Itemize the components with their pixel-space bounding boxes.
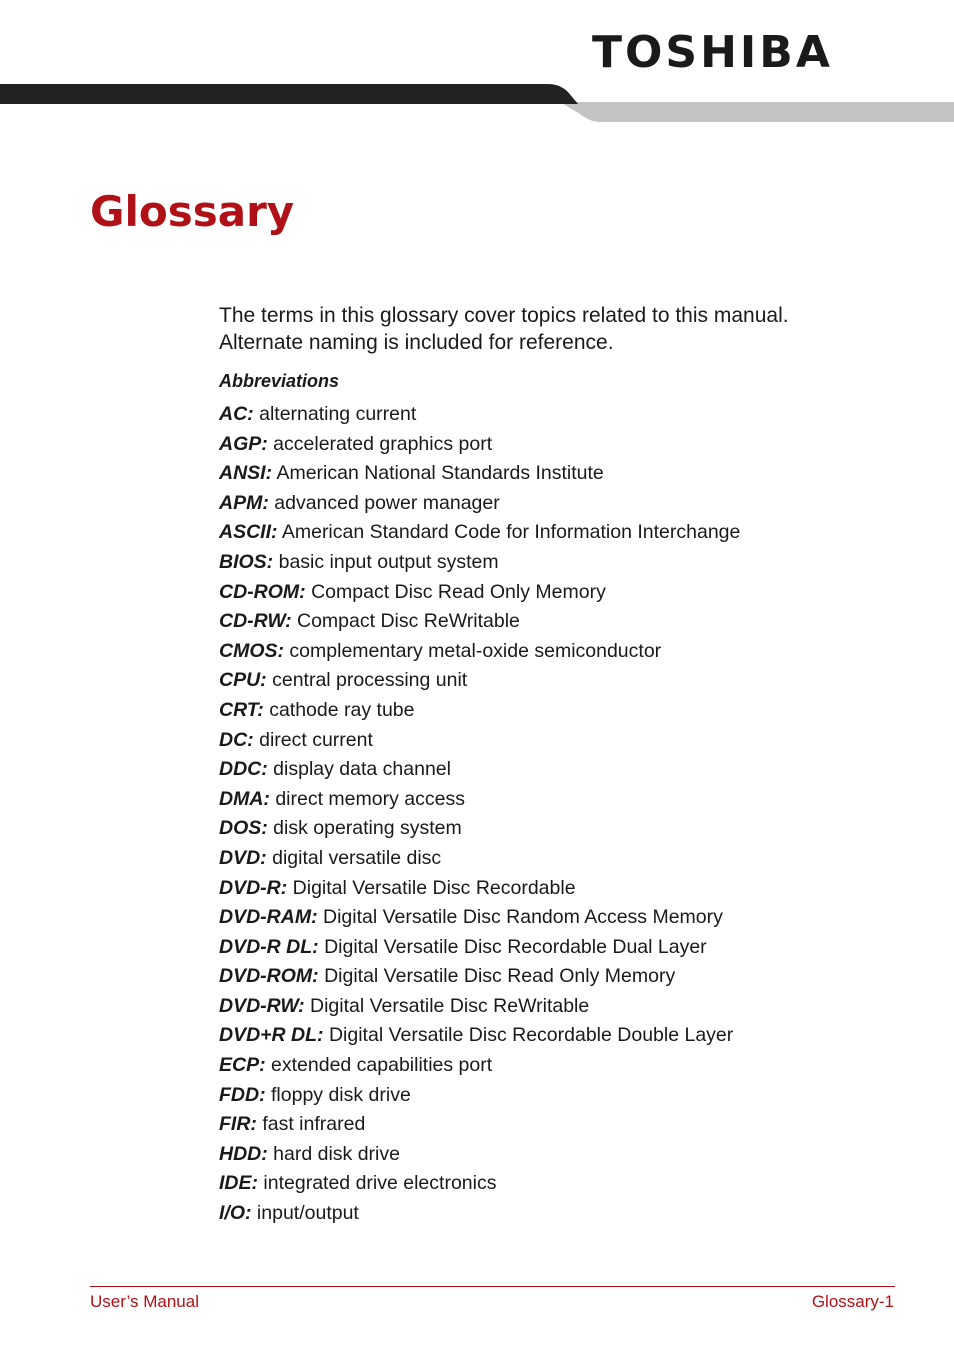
abbreviation-item [219,962,919,992]
page-title: Glossary [90,187,295,236]
abbreviation-term: DVD-R DL: [219,935,319,958]
abbreviation-term: CMOS: [219,639,284,662]
toshiba-logo: TOSHIBA [592,27,833,78]
abbreviation-term: ANSI: [219,462,273,485]
abbreviation-item [219,518,919,548]
abbreviation-definition: integrated drive electronics [263,1172,497,1195]
abbreviation-item [219,755,919,785]
abbreviation-definition: alternating current [259,403,417,425]
abbreviation-term: DVD+R DL: [219,1024,324,1047]
abbreviation-definition: direct memory access [275,787,465,810]
abbreviation-term: DVD: [219,846,267,869]
abbreviation-term: DVD-ROM: [219,965,319,988]
abbreviation-item [219,1021,919,1051]
abbreviation-term: DC: [219,728,254,751]
abbreviation-term: BIOS: [219,550,274,573]
abbreviation-definition: Digital Versatile Disc Recordable Dual Layer [324,935,707,958]
abbreviation-term: AC: [219,403,254,425]
abbreviation-term: DOS: [219,817,268,840]
abbreviation-definition: digital versatile disc [272,846,442,869]
abbreviation-item [219,992,919,1022]
abbreviation-definition: complementary metal-oxide semiconductor [289,639,662,662]
abbreviation-item [219,1051,919,1081]
abbreviation-definition: Digital Versatile Disc Read Only Memory [324,965,676,988]
abbreviation-term: HDD: [219,1142,268,1165]
abbreviation-item [219,903,919,933]
abbreviation-definition: accelerated graphics port [273,432,493,455]
abbreviation-definition: Digital Versatile Disc Recordable [292,876,576,899]
abbreviation-item [219,578,919,608]
abbreviation-item [219,459,919,489]
abbreviation-term: FIR: [219,1113,257,1136]
abbreviation-item [219,1081,919,1111]
abbreviation-definition: direct current [259,728,373,751]
abbreviation-item [219,874,919,904]
abbreviation-definition: Digital Versatile Disc ReWritable [310,994,590,1017]
abbreviation-term: IDE: [219,1172,258,1195]
abbreviation-definition: fast infrared [262,1113,366,1136]
abbreviation-item [219,726,919,756]
abbreviation-definition: display data channel [273,758,451,781]
section-heading: Abbreviations [219,371,340,391]
header-band-dark [0,84,578,104]
abbreviation-list [219,400,919,1229]
abbreviation-term: I/O: [219,1202,252,1225]
footer-manual-title: User’s Manual [90,1292,199,1311]
footer-rule [90,1286,895,1287]
abbreviation-item [219,548,919,578]
abbreviation-term: CD-RW: [219,610,292,633]
abbreviation-term: CPU: [219,669,267,692]
abbreviation-definition: American Standard Code for Information Interchange [281,521,741,544]
abbreviation-term: AGP: [219,432,268,455]
abbreviation-item [219,1199,919,1229]
abbreviation-term: CD-ROM: [219,580,306,603]
abbreviation-definition: floppy disk drive [271,1083,411,1106]
abbreviation-definition: advanced power manager [274,491,500,514]
abbreviation-item [219,400,919,430]
abbreviation-item [219,933,919,963]
abbreviation-definition: extended capabilities port [271,1054,493,1077]
abbreviation-item [219,489,919,519]
abbreviation-term: DVD-R: [219,876,288,899]
intro-line: The terms in this glossary cover topics related to this manual. [219,304,789,327]
abbreviation-item [219,1169,919,1199]
abbreviation-item [219,666,919,696]
abbreviation-term: DDC: [219,758,268,781]
abbreviation-term: FDD: [219,1083,266,1106]
abbreviation-definition: basic input output system [278,550,499,573]
abbreviation-item [219,607,919,637]
abbreviation-item [219,1110,919,1140]
abbreviation-definition: hard disk drive [273,1142,400,1165]
abbreviation-definition: central processing unit [272,669,468,692]
abbreviation-item [219,1140,919,1170]
abbreviation-definition: Compact Disc Read Only Memory [311,580,606,603]
abbreviation-term: ASCII: [219,521,278,544]
abbreviation-definition: disk operating system [273,817,462,840]
abbreviation-term: ECP: [219,1054,266,1077]
abbreviation-definition: Compact Disc ReWritable [297,610,520,633]
abbreviation-term: DVD-RAM: [219,906,318,929]
abbreviation-term: APM: [219,491,269,514]
abbreviation-item [219,844,919,874]
footer-page-number: Glossary-1 [811,1292,894,1311]
abbreviation-definition: American National Standards Institute [276,462,604,485]
abbreviation-definition: input/output [256,1202,359,1225]
header-band [0,84,954,124]
abbreviation-item [219,430,919,460]
abbreviation-item [219,696,919,726]
abbreviation-definition: cathode ray tube [269,698,415,721]
intro-line: Alternate naming is included for reference. [219,331,614,354]
abbreviation-definition: Digital Versatile Disc Recordable Double Layer [328,1024,734,1047]
abbreviation-term: DMA: [219,787,270,810]
abbreviation-term: DVD-RW: [219,994,305,1017]
intro-paragraph [219,302,899,356]
abbreviation-item [219,814,919,844]
header-band-light [560,102,954,122]
abbreviation-item [219,785,919,815]
abbreviation-term: CRT: [219,698,264,721]
abbreviation-item [219,637,919,667]
abbreviation-definition: Digital Versatile Disc Random Access Memory [323,906,723,929]
